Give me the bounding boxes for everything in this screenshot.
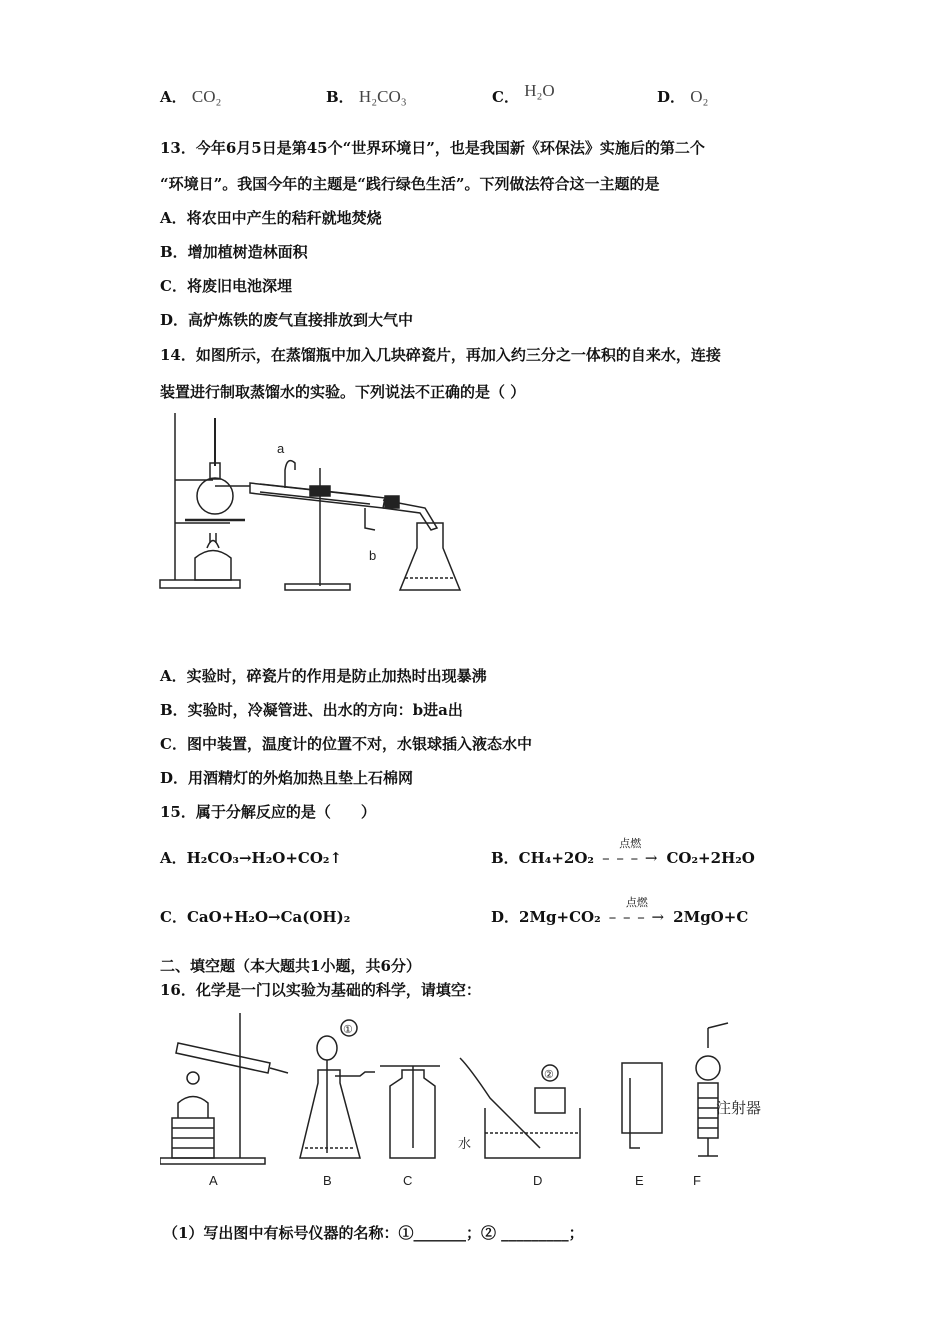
water-label: 水 xyxy=(458,1136,472,1151)
fig-label-e: E xyxy=(635,1173,644,1188)
condenser-outlet-a xyxy=(285,461,295,488)
apparatus-f xyxy=(696,1023,728,1156)
equation-left: D．2Mg+CO₂ xyxy=(491,908,601,926)
equation-right: CO₂+2H₂O xyxy=(666,849,755,867)
receiving-flask xyxy=(400,523,460,590)
q13-option-d: D．高炉炼铁的废气直接排放到大气中 xyxy=(160,311,414,329)
q16-sub1: （1）写出图中有标号仪器的名称：①_______；② _________； xyxy=(163,1224,584,1242)
fig-label-a: A xyxy=(209,1173,218,1188)
condition-label: 点燃 xyxy=(625,896,648,909)
q13-option-b: B．增加植树造林面积 xyxy=(160,243,308,261)
q12-option-b xyxy=(326,86,407,107)
label-b: b xyxy=(369,548,377,563)
q13-stem-line1: 13．今年6月5日是第45个“世界环境日”，也是我国新《环保法》实施后的第二个 xyxy=(160,139,705,157)
option-label: D． xyxy=(657,88,686,106)
condition-label: 点燃 xyxy=(619,837,642,850)
distillation-apparatus-figure xyxy=(155,408,465,603)
circle-two: ② xyxy=(544,1069,554,1081)
fig-label-b: B xyxy=(323,1173,332,1188)
fig-label-d: D xyxy=(533,1173,543,1188)
fig-label-c: C xyxy=(403,1173,413,1188)
apparatus-c xyxy=(380,1066,440,1158)
q14-option-b: B．实验时，冷凝管进、出水的方向：b进a出 xyxy=(160,701,463,719)
q12-option-d xyxy=(657,86,708,107)
apparatus-a xyxy=(160,1013,288,1164)
q15-stem: 15．属于分解反应的是（ ） xyxy=(160,803,376,821)
formula: H₂O xyxy=(524,81,555,100)
formula: CO₂ xyxy=(191,87,222,106)
q15-option-b xyxy=(491,837,755,868)
q13-stem-line2: “环境日”。我国今年的主题是“践行绿色生活”。下列做法符合这一主题的是 xyxy=(160,175,660,193)
reaction-arrow: 点燃 – – – → xyxy=(606,908,668,926)
reaction-arrow: 点燃 – – – → xyxy=(599,849,661,867)
option-label: B． xyxy=(326,88,354,106)
q14-stem-line1: 14．如图所示，在蒸馏瓶中加入几块碎瓷片，再加入约三分之一体积的自来水，连接 xyxy=(160,346,721,364)
label-a: a xyxy=(277,441,285,456)
q15-option-a: A．H₂CO₃→H₂O+CO₂↑ xyxy=(160,849,343,867)
q12-option-a xyxy=(160,86,221,107)
apparatus-b xyxy=(300,1020,375,1158)
stand-base xyxy=(160,580,240,588)
syringe-label: 注射器 xyxy=(716,1100,762,1117)
equation-left: B．CH₄+2O₂ xyxy=(491,849,595,867)
option-label: A． xyxy=(160,88,187,106)
equation-right: 2MgO+C xyxy=(673,908,749,926)
section-title: 二、填空题（本大题共1小题，共6分） xyxy=(160,957,421,975)
q13-option-c: C．将废旧电池深埋 xyxy=(160,277,292,295)
q12-option-c xyxy=(492,81,555,107)
q14-option-c: C．图中装置，温度计的位置不对，水银球插入液态水中 xyxy=(160,735,532,753)
lab-apparatus-figure xyxy=(160,1008,770,1193)
q14-option-a: A．实验时，碎瓷片的作用是防止加热时出现暴沸 xyxy=(160,667,487,685)
distilling-flask xyxy=(197,478,233,514)
q13-option-a: A．将农田中产生的秸秆就地焚烧 xyxy=(160,209,382,227)
fig-label-f: F xyxy=(693,1173,701,1188)
q14-option-d: D．用酒精灯的外焰加热且垫上石棉网 xyxy=(160,769,414,787)
q14-stem-line2: 装置进行制取蒸馏水的实验。下列说法不正确的是（ ） xyxy=(160,383,526,401)
apparatus-e xyxy=(622,1063,662,1148)
option-label: C． xyxy=(492,88,519,106)
condenser-inlet-b xyxy=(365,508,375,530)
q15-option-d xyxy=(491,896,749,927)
q15-option-c: C．CaO+H₂O→Ca(OH)₂ xyxy=(160,908,351,926)
formula: H₂CO₃ xyxy=(358,87,407,106)
formula: O₂ xyxy=(690,87,709,106)
q16-stem: 16．化学是一门以实验为基础的科学，请填空： xyxy=(160,981,481,999)
alcohol-lamp xyxy=(195,551,231,581)
apparatus-d xyxy=(460,1058,580,1158)
circle-one: ① xyxy=(343,1024,353,1036)
